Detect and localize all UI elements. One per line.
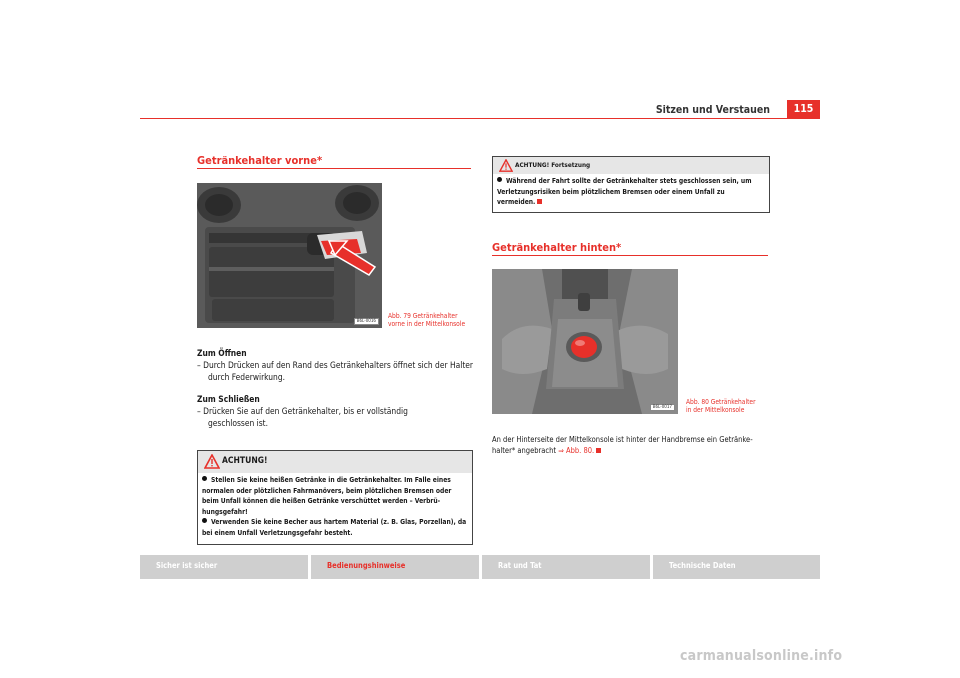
section-heading-rear: Getränkehalter hinten*: [492, 241, 622, 254]
end-of-section-icon: [596, 448, 601, 453]
footer-tab-operation[interactable]: [311, 555, 479, 579]
figure-79-code: B6L-0016: [354, 318, 379, 325]
footer-tab-label: Sicher ist sicher: [156, 561, 218, 570]
figure-80-code: B6L-0017: [650, 404, 675, 411]
figure-80-photo: [492, 269, 678, 414]
section-rule-rear: [492, 255, 768, 256]
warning-continued-text: Während der Fahrt sollte der Getränkehalter stets geschlossen sein, um Verletzungsrisiken beim plötzlichem Bremsen oder einem Unfall zu vermeiden.: [497, 177, 752, 206]
watermark: carmanualsonline.info: [680, 648, 843, 664]
rear-cupholder-illustration: [492, 269, 678, 414]
footer-tab-label: Rat und Tat: [498, 561, 542, 570]
figure-80-link[interactable]: ⇒ Abb. 80.: [558, 446, 595, 455]
bullet-icon: [497, 177, 502, 182]
rear-body-text-content: An der Hinterseite der Mittelkonsole ist hinter der Handbremse ein Getränke-halter* angebracht: [492, 435, 753, 455]
footer-tab-technical-data[interactable]: [653, 555, 820, 579]
warning-continued-title-bar: [493, 157, 769, 174]
warning-continued-bullet: [497, 176, 765, 208]
figure-79-photo: [197, 183, 382, 328]
warning-title: ACHTUNG!: [222, 456, 268, 466]
figure-80-caption: [686, 398, 756, 414]
footer-tab-label: Bedienungshinweise: [327, 561, 406, 570]
bullet-icon: [202, 518, 207, 523]
section-rule-front: [197, 168, 471, 169]
figure-80-caption-line1: Abb. 80 Getränkehalter: [686, 398, 756, 406]
figure-79-caption-line1: Abb. 79 Getränkehalter: [388, 312, 458, 320]
figure-80-caption-line2: in der Mittelkonsole: [686, 406, 745, 414]
warning-triangle-icon: [499, 159, 513, 172]
warning-continued-title: ACHTUNG! Fortsetzung: [515, 161, 591, 169]
bullet-icon: [202, 476, 207, 481]
open-heading: Zum Öffnen: [197, 348, 247, 358]
warning-bullet-1: [202, 475, 468, 517]
figure-79-caption-line2: vorne in der Mittelkonsole: [388, 320, 466, 328]
warning-continued-box: [492, 156, 770, 213]
warning-bullet-1-text: Stellen Sie keine heißen Getränke in die Getränkehalter. Im Falle eines normalen oder plötzlichen Fahrmanövers, beim plötzlichen Bremsen oder beim Unfall können die heißen Getränke verschüttet werden – Verbrü-hungsgefahr!: [202, 476, 452, 516]
close-heading: Zum Schließen: [197, 394, 260, 404]
warning-triangle-icon: [204, 454, 220, 469]
front-cupholder-illustration: [197, 183, 382, 328]
running-header-title: Sitzen und Verstauen: [655, 104, 770, 116]
header-rule: [140, 118, 820, 119]
footer-tab-tips[interactable]: [482, 555, 650, 579]
end-of-section-icon: [537, 199, 542, 204]
page-number: 115: [787, 100, 820, 118]
open-instruction: – Durch Drücken auf den Rand des Getränkehalters öffnet sich der Halter durch Federwirkung.: [197, 360, 474, 382]
rear-body-text: [492, 434, 772, 456]
close-instruction: – Drücken Sie auf den Getränkehalter, bis er vollständig geschlossen ist.: [197, 406, 408, 428]
warning-box: [197, 450, 473, 545]
warning-title-bar: [198, 451, 472, 473]
section-heading-front: Getränkehalter vorne*: [197, 154, 323, 167]
warning-bullet-2: [202, 517, 468, 538]
footer-tab-safety[interactable]: [140, 555, 308, 579]
figure-79-caption: [388, 312, 465, 328]
footer-tab-label: Technische Daten: [669, 561, 736, 570]
warning-bullet-2-text: Verwenden Sie keine Becher aus hartem Material (z. B. Glas, Porzellan), da bei einem Unfall Verletzungsgefahr besteht.: [202, 518, 467, 537]
